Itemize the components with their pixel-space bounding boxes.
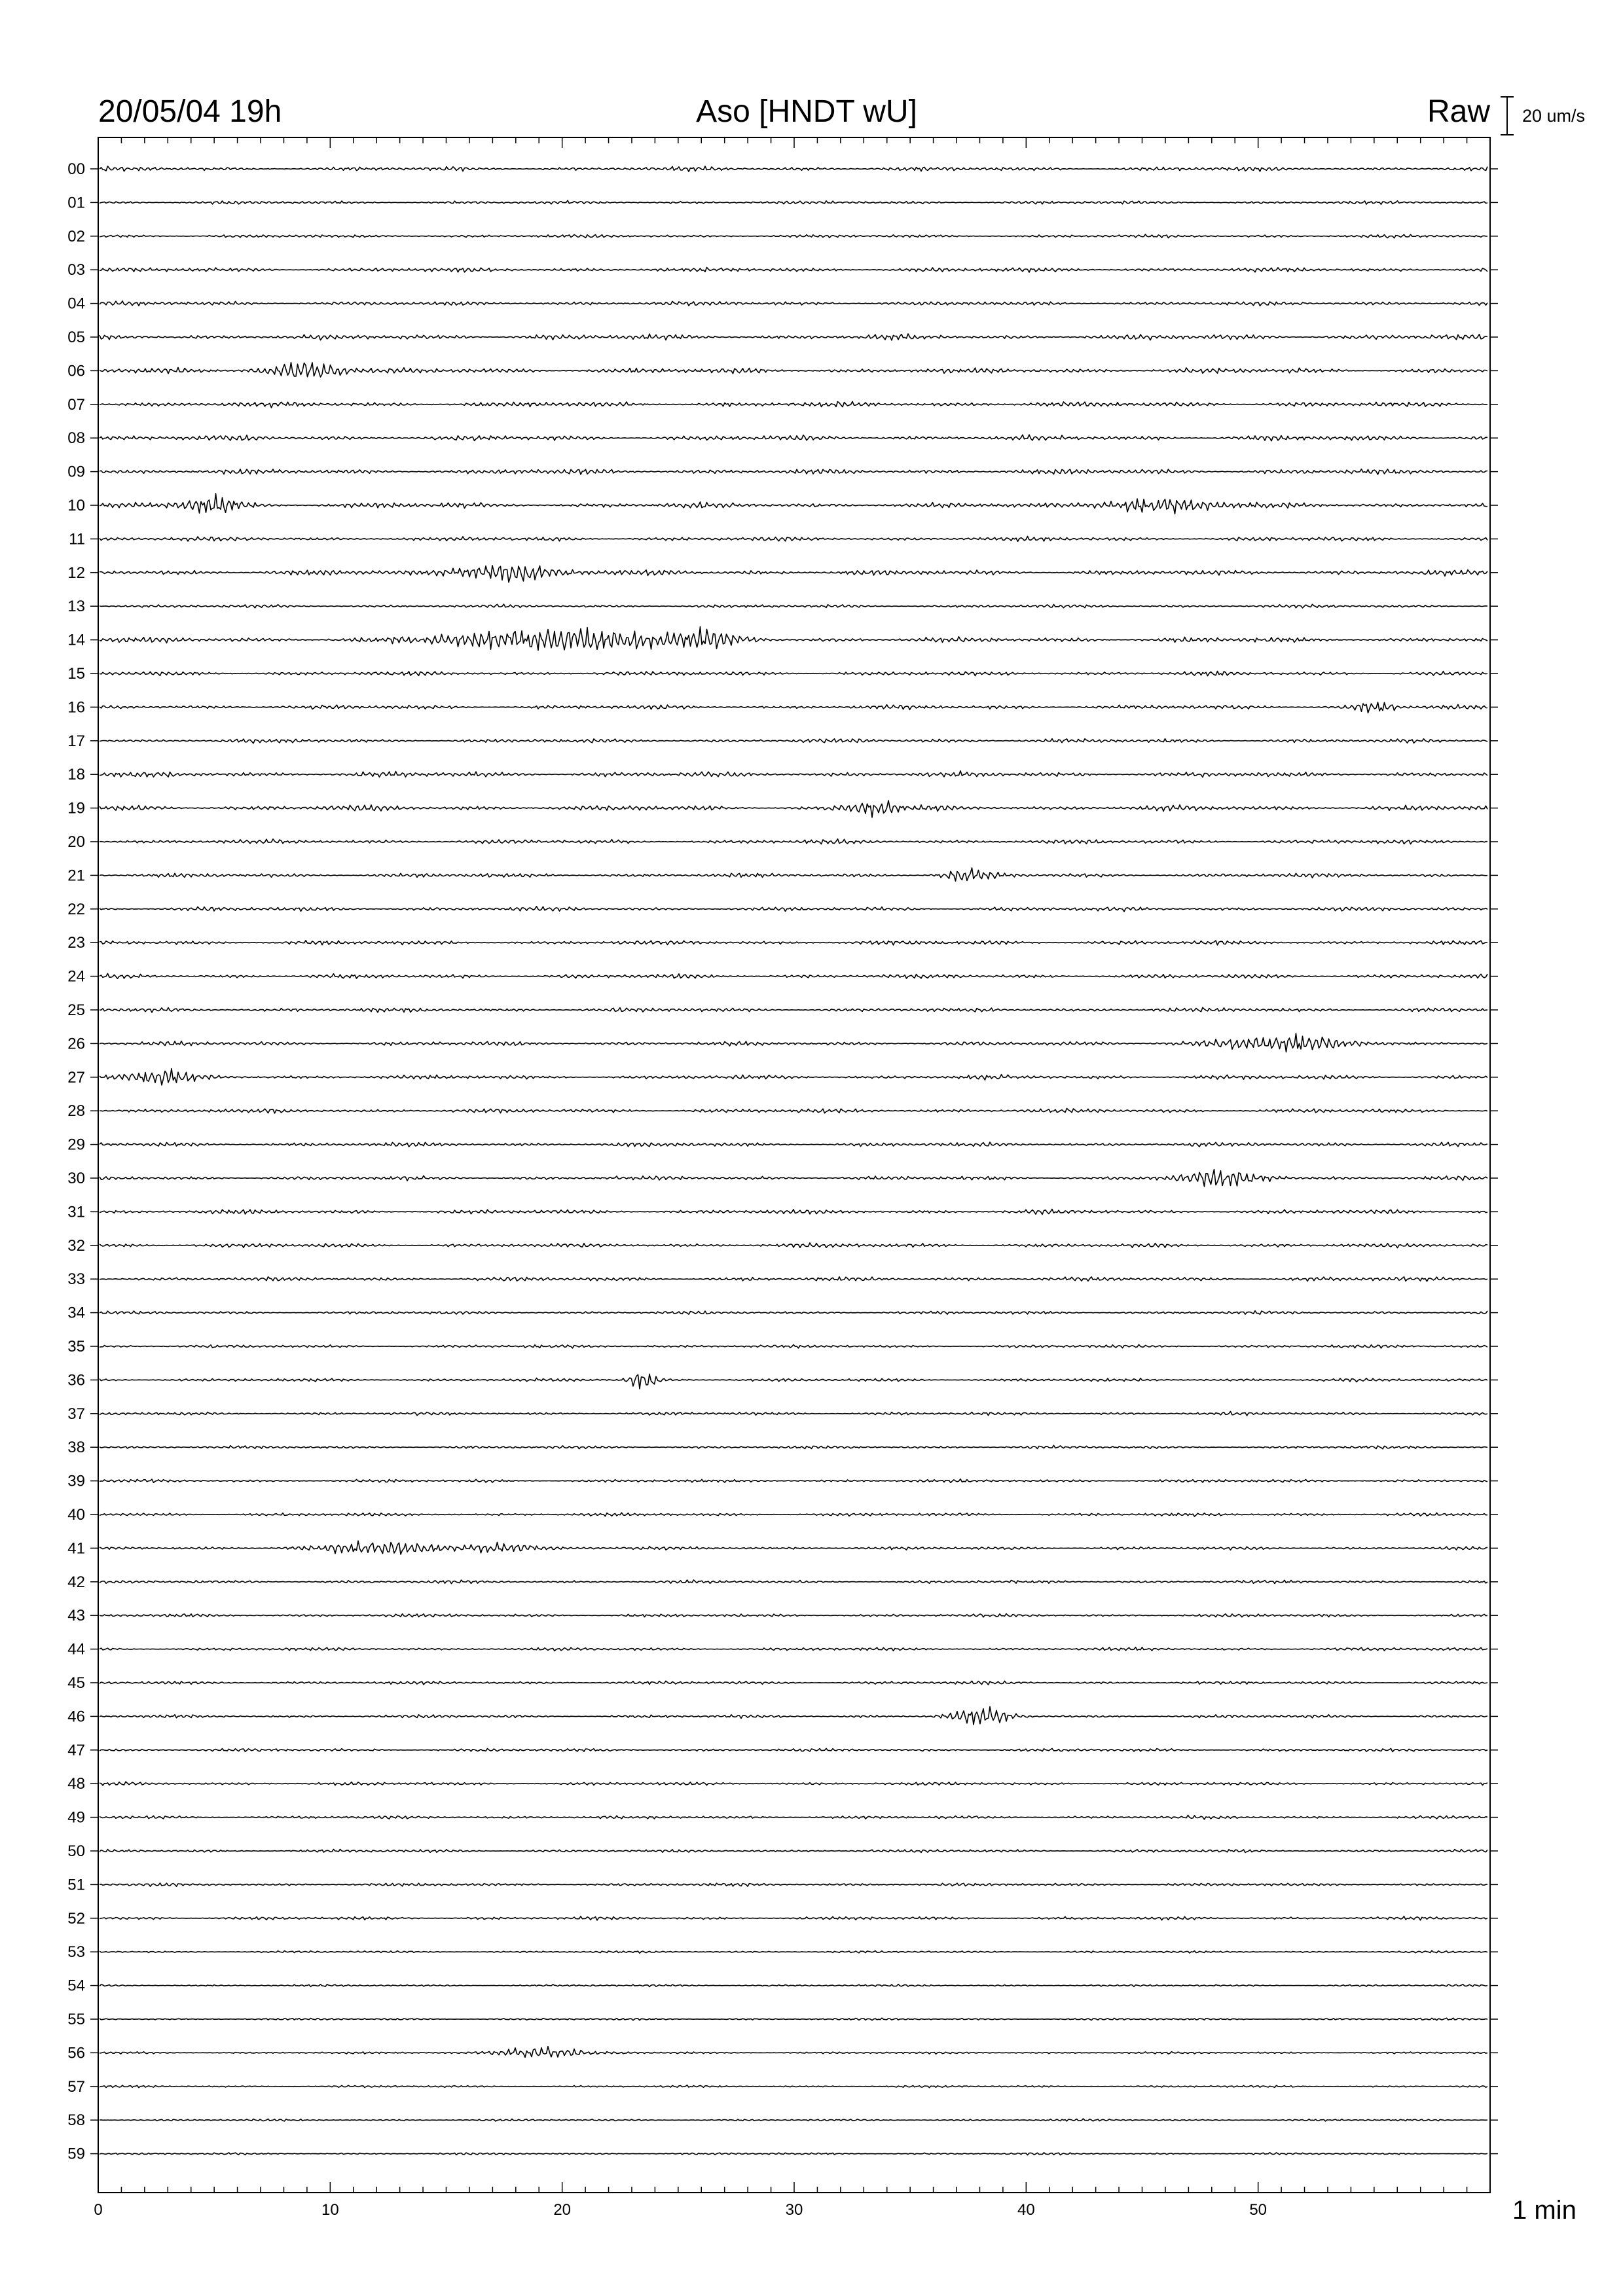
trace-row-53 xyxy=(100,1950,1487,1953)
row-label: 25 xyxy=(67,1001,85,1019)
amplitude-scale-label: 20 um/s xyxy=(1522,106,1586,126)
row-label-group xyxy=(67,160,1498,2163)
row-label: 39 xyxy=(67,1472,85,1490)
chart-title: Aso [HNDT wU] xyxy=(696,94,917,129)
row-label: 45 xyxy=(67,1674,85,1692)
trace-row-38 xyxy=(100,1445,1487,1449)
row-label: 52 xyxy=(67,1909,85,1928)
trace-row-05 xyxy=(100,334,1487,340)
trace-row-04 xyxy=(100,301,1487,306)
trace-row-11 xyxy=(100,536,1487,541)
row-label: 32 xyxy=(67,1236,85,1255)
row-label: 11 xyxy=(69,530,85,548)
row-label: 41 xyxy=(67,1539,85,1558)
row-label: 56 xyxy=(67,2044,85,2062)
trace-row-14 xyxy=(100,627,1487,651)
x-tick-label: 30 xyxy=(785,2201,803,2219)
row-label: 14 xyxy=(67,631,85,649)
trace-row-09 xyxy=(100,469,1487,475)
trace-row-06 xyxy=(100,363,1487,377)
trace-row-30 xyxy=(100,1170,1487,1187)
trace-row-52 xyxy=(100,1916,1487,1920)
trace-row-39 xyxy=(100,1479,1487,1483)
date-hour-label: 20/05/04 19h xyxy=(98,94,282,129)
trace-row-20 xyxy=(100,839,1487,844)
trace-row-48 xyxy=(100,1782,1487,1785)
trace-row-15 xyxy=(100,672,1487,676)
x-axis-label: 1 min xyxy=(1512,2196,1577,2225)
trace-row-58 xyxy=(100,2119,1487,2121)
trace-row-16 xyxy=(100,702,1487,713)
row-label: 18 xyxy=(67,766,85,784)
row-label: 13 xyxy=(67,598,85,616)
row-label: 55 xyxy=(67,2011,85,2028)
trace-row-59 xyxy=(100,2153,1487,2155)
trace-row-33 xyxy=(100,1277,1487,1282)
row-label: 21 xyxy=(67,867,85,885)
trace-row-44 xyxy=(100,1647,1487,1651)
trace-row-36 xyxy=(100,1374,1487,1389)
row-label: 30 xyxy=(67,1170,85,1187)
row-label: 36 xyxy=(67,1371,85,1390)
trace-row-45 xyxy=(100,1681,1487,1685)
row-label: 16 xyxy=(67,698,85,717)
row-label: 48 xyxy=(67,1775,85,1793)
amplitude-scale-bar xyxy=(1501,97,1514,135)
trace-row-37 xyxy=(100,1412,1487,1416)
x-tick-label: 0 xyxy=(94,2201,103,2219)
trace-row-32 xyxy=(100,1243,1487,1248)
row-label: 20 xyxy=(67,833,85,851)
trace-row-19 xyxy=(100,800,1487,817)
trace-row-56 xyxy=(100,2047,1487,2058)
trace-row-08 xyxy=(100,435,1487,441)
trace-row-03 xyxy=(100,268,1487,273)
row-label: 37 xyxy=(67,1405,85,1423)
trace-row-23 xyxy=(100,941,1487,945)
trace-row-35 xyxy=(100,1344,1487,1348)
trace-row-41 xyxy=(100,1541,1487,1554)
trace-row-46 xyxy=(100,1707,1487,1725)
trace-row-51 xyxy=(100,1883,1487,1886)
row-label: 04 xyxy=(67,295,85,313)
x-tick-label: 20 xyxy=(553,2201,572,2219)
row-label: 03 xyxy=(67,261,85,279)
row-label: 57 xyxy=(67,2077,85,2096)
row-label: 42 xyxy=(67,1573,85,1591)
row-label: 08 xyxy=(67,429,85,448)
trace-row-01 xyxy=(100,200,1487,204)
trace-row-22 xyxy=(100,906,1487,912)
row-label: 34 xyxy=(67,1304,85,1322)
trace-row-29 xyxy=(100,1142,1487,1147)
row-label: 44 xyxy=(67,1640,85,1659)
trace-row-07 xyxy=(100,402,1487,408)
trace-row-28 xyxy=(100,1108,1487,1113)
row-label: 26 xyxy=(67,1035,85,1053)
row-label: 33 xyxy=(67,1270,85,1289)
row-label: 22 xyxy=(67,900,85,918)
row-label: 06 xyxy=(67,362,85,380)
row-label: 29 xyxy=(67,1136,85,1154)
row-label: 31 xyxy=(67,1203,85,1221)
trace-row-47 xyxy=(100,1748,1487,1751)
trace-row-02 xyxy=(100,234,1487,238)
trace-row-13 xyxy=(100,604,1487,608)
trace-row-18 xyxy=(100,771,1487,778)
row-label: 49 xyxy=(67,1808,85,1827)
row-label: 35 xyxy=(67,1338,85,1355)
trace-row-17 xyxy=(100,739,1487,744)
trace-row-26 xyxy=(100,1033,1487,1052)
row-label: 51 xyxy=(67,1876,85,1894)
row-label: 43 xyxy=(67,1607,85,1625)
trace-row-00 xyxy=(100,166,1487,171)
row-label: 00 xyxy=(67,160,85,178)
row-label: 07 xyxy=(67,395,85,414)
row-label: 46 xyxy=(67,1708,85,1726)
trace-row-34 xyxy=(100,1311,1487,1315)
row-label: 15 xyxy=(67,665,85,683)
row-label: 12 xyxy=(67,564,85,582)
row-label: 54 xyxy=(67,1977,85,1995)
trace-row-12 xyxy=(100,565,1487,583)
trace-row-50 xyxy=(100,1850,1487,1853)
x-tick-label: 10 xyxy=(321,2201,339,2219)
trace-row-54 xyxy=(100,1984,1487,1987)
row-label: 50 xyxy=(67,1842,85,1860)
trace-row-42 xyxy=(100,1580,1487,1584)
trace-row-25 xyxy=(100,1007,1487,1013)
row-label: 02 xyxy=(67,227,85,245)
row-label: 59 xyxy=(67,2145,85,2163)
trace-group xyxy=(100,166,1487,2155)
row-label: 10 xyxy=(67,497,85,514)
x-tick-label: 40 xyxy=(1017,2201,1035,2219)
row-label: 58 xyxy=(67,2111,85,2130)
row-label: 28 xyxy=(67,1102,85,1121)
row-label: 01 xyxy=(67,194,85,212)
trace-row-57 xyxy=(100,2085,1487,2088)
row-label: 47 xyxy=(67,1741,85,1759)
trace-row-21 xyxy=(100,868,1487,881)
trace-row-49 xyxy=(100,1815,1487,1819)
row-label: 38 xyxy=(67,1439,85,1457)
row-label: 24 xyxy=(67,967,85,986)
trace-row-24 xyxy=(100,973,1487,978)
trace-row-40 xyxy=(100,1513,1487,1516)
trace-row-10 xyxy=(100,493,1487,514)
row-label: 09 xyxy=(67,463,85,481)
row-label: 17 xyxy=(67,732,85,750)
row-label: 40 xyxy=(67,1506,85,1524)
row-label: 53 xyxy=(67,1943,85,1962)
x-tick-label: 50 xyxy=(1249,2201,1267,2219)
trace-row-55 xyxy=(100,2018,1487,2020)
trace-row-31 xyxy=(100,1210,1487,1215)
row-label: 23 xyxy=(67,934,85,952)
filter-mode-label: Raw xyxy=(1427,94,1490,129)
trace-row-27 xyxy=(100,1069,1487,1085)
trace-row-43 xyxy=(100,1614,1487,1617)
row-label: 05 xyxy=(67,329,85,346)
row-label: 19 xyxy=(67,799,85,817)
row-label: 27 xyxy=(67,1068,85,1086)
